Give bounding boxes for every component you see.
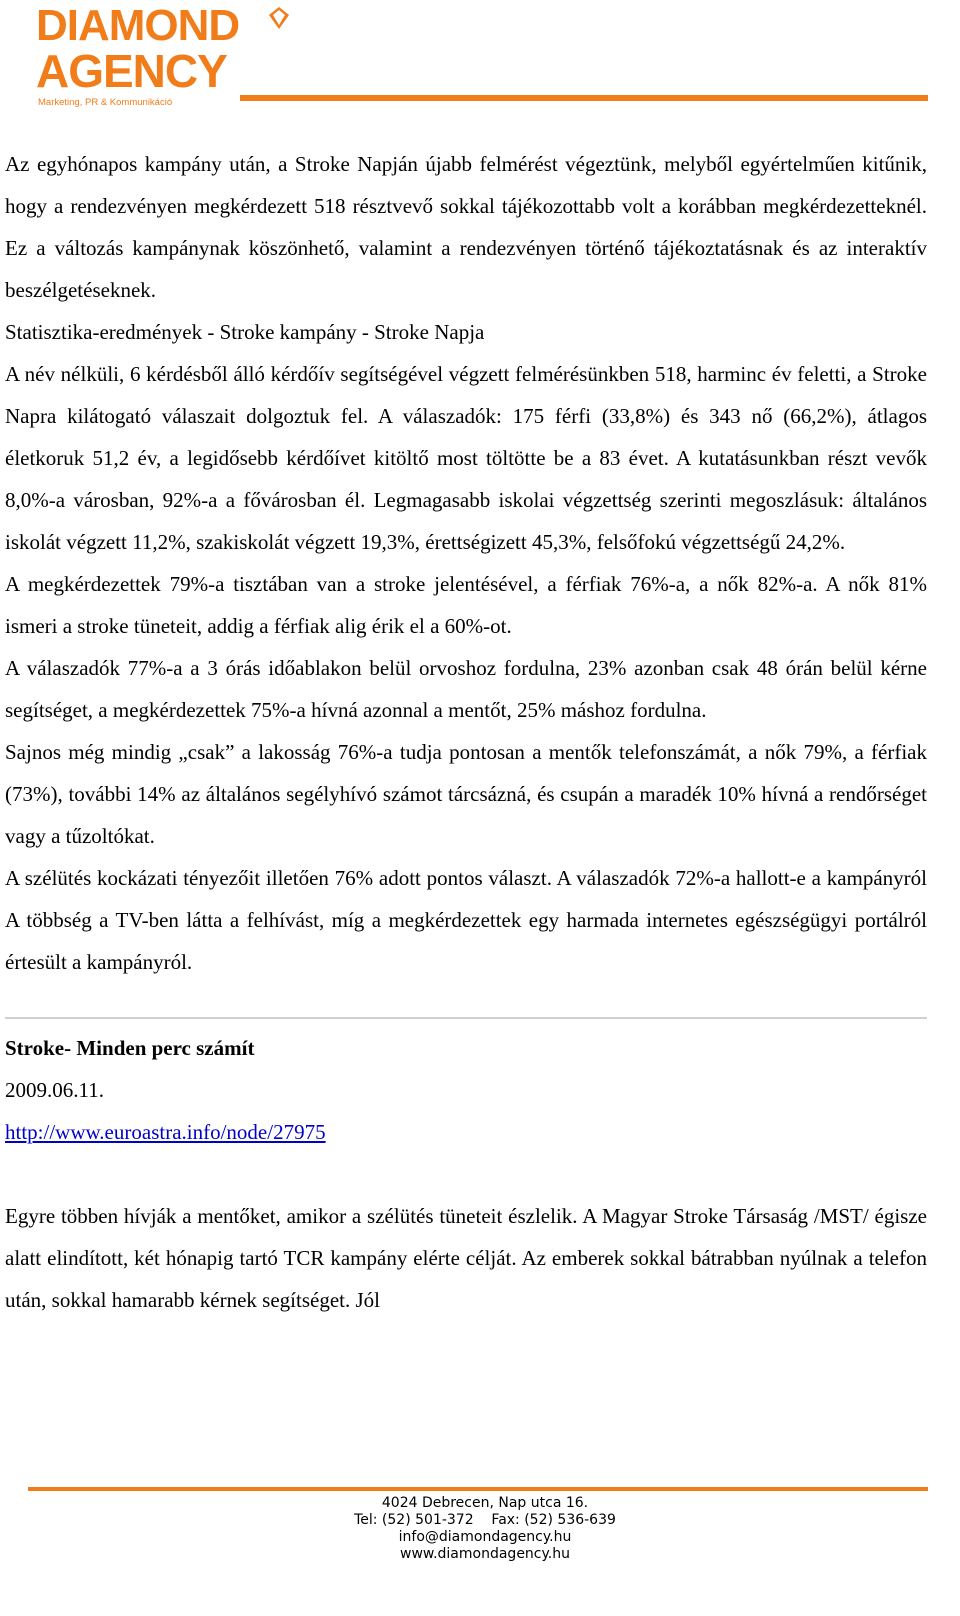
paragraph: A válaszadók 77%-a a 3 órás időablakon belül orvoshoz fordulna, 23% azonban csak 48 órán belül kérne segítséget, a megkérdezettek 75%-a hívná azonnal a mentőt, 25% máshoz fordulna. (5, 656, 927, 722)
paragraph: Az egyhónapos kampány után, a Stroke Napján újabb felmérést végeztünk, melyből egyértelműen kitűnik, hogy a rendezvényen megkérdezett 518 résztvevő sokkal tájékozottabb volt a korábban megkérdezetteknél. Ez a változás kampánynak köszönhető, valamint a rendezvényen történő tájékoztatásnak és az interaktív beszélgetéseknek. (5, 152, 927, 302)
blank-line (5, 1153, 927, 1195)
diamond-icon (269, 7, 289, 29)
logo-tagline: Marketing, PR & Kommunikáció (38, 97, 173, 108)
separator-line (5, 1017, 927, 1019)
paragraph: A megkérdezettek 79%-a tisztában van a stroke jelentésével, a férfiak 76%-a, a nők 82%-a. A nők 81% ismeri a stroke tüneteit, addig a férfiak alig érik el a 60%-ot. (5, 572, 927, 638)
footer-accent-bar (28, 1487, 928, 1491)
company-logo (36, 1, 296, 108)
footer-address: 4024 Debrecen, Nap utca 16. (381, 1495, 589, 1511)
footer-phone-fax: Tel: (52) 501-372 Fax: (52) 536-639 (354, 1512, 616, 1528)
paragraph: A név nélküli, 6 kérdésből álló kérdőív segítségével végzett felmérésünkben 518, harminc év feletti, a Stroke Napra kilátogató válaszait dolgoztuk fel. A válaszadók: 175 férfi (33,8%) és 343 nő (66,2%), átlagos életkoruk 51,2 év, a legidősebb kérdőívet kitöltő most töltötte be a 83 évet. A kutatásunkban részt vevők 8,0%-a városban, 92%-a a fővárosban él. Legmagasabb iskolai végzettség szerinti megoszlásuk: általános iskolát végzett 11,2%, szakiskolát végzett 19,3%, érettségizett 45,3%, felsőfokú végzettségű 24,2%. (5, 362, 927, 554)
logo-text-diamond: DIAMOND (36, 1, 240, 50)
document-body (5, 143, 927, 1321)
article-title: Stroke- Minden perc számít (5, 1036, 255, 1060)
footer-website: www.diamondagency.hu (400, 1546, 570, 1562)
logo-text-agency: AGENCY (36, 45, 227, 97)
footer-contact (340, 1495, 630, 1563)
header-accent-bar (240, 95, 928, 101)
article-link[interactable]: http://www.euroastra.info/node/27975 (5, 1120, 326, 1144)
paragraph: Sajnos még mindig „csak” a lakosság 76%-a tudja pontosan a mentők telefonszámát, a nők 79%, a férfiak (73%), további 14% az általános segélyhívó számot tárcsázná, és csupán a maradék 10% hívná a rendőrséget vagy a tűzoltókat. (5, 740, 927, 848)
section-heading: Statisztika-eredmények - Stroke kampány - Stroke Napja (5, 320, 485, 344)
footer-email: info@diamondagency.hu (398, 1529, 572, 1545)
article-text: Egyre többen hívják a mentőket, amikor a szélütés tüneteit észlelik. A Magyar Stroke Társaság /MST/ égisze alatt elindított, két hónapig tartó TCR kampány elérte célját. Az emberek sokkal bátrabban nyúlnak a telefon után, sokkal hamarabb kérnek segítséget. Jól (5, 1204, 927, 1312)
paragraph: A szélütés kockázati tényezőit illetően 76% adott pontos választ. A válaszadók 72%-a hallott-e a kampányról A többség a TV-ben látta a felhívást, míg a megkérdezettek egy harmada internetes egészségügyi portálról értesült a kampányról. (5, 866, 927, 974)
article-date: 2009.06.11. (5, 1078, 104, 1102)
